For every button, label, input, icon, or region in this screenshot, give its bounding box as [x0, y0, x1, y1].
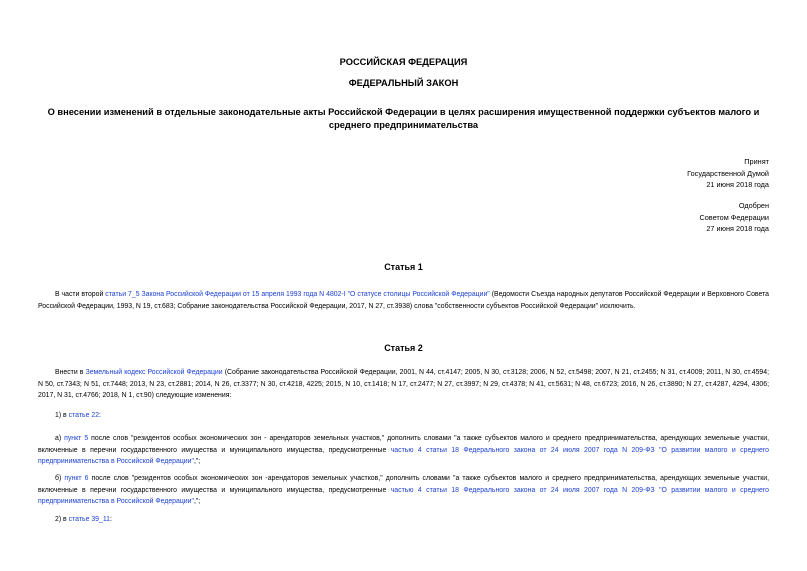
text-fragment: : [109, 516, 112, 523]
land-code-link[interactable]: Земельный кодекс Российской Федерации [85, 369, 223, 376]
text-fragment: Внести в [55, 369, 86, 376]
approval-date: 27 июня 2018 года [706, 224, 769, 233]
text-fragment: : [99, 412, 101, 419]
text-fragment: ,"; [193, 498, 201, 506]
point-6-link[interactable]: пункт 6 [64, 475, 89, 482]
adoption-line: Принят [744, 157, 769, 166]
approval-line: Одобрен [738, 201, 769, 210]
law-209-link[interactable]: частью 4 статьи 18 Федерального закона от 24 июля 2007 года N 209-ФЗ "О развитии малого и среднего предпринимательства в Российской Федерации" [38, 446, 769, 466]
country-heading: РОССИЙСКАЯ ФЕДЕРАЦИЯ [339, 57, 468, 67]
item-1a [38, 433, 769, 468]
text-fragment: после слов "резидентов особых экономических зон -арендаторов земельных участков," дополнить словами "а также субъектов малого и среднего предпринимательства, арендующих земельные участки, включенные в перечни государственного имущества и муниципального имущества, предусмотренные [38, 475, 769, 494]
adoption-line: Государственной Думой [687, 168, 769, 178]
law-link[interactable]: статьи 7_5 Закона Российской Федерации от 15 апреля 1993 года N 4802-I "О статусе столицы Российской Федерации" [105, 291, 490, 298]
law-209-link[interactable]: частью 4 статьи 18 Федерального закона от 24 июля 2007 года N 209-ФЗ "О развитии малого и среднего предпринимательства в Российской Федерации" [38, 486, 769, 506]
text-fragment: (Собрание законодательства Российской Федерации, 2001, N 44, ст.4147; 2005, N 30, ст.3128; 2006, N 52, ст.5498; 2007, N 21, ст.2455; N 31, ст.4009; 2011, N 30, ст.4594; N 50, ст.7343; N 51, ст.7448; 2013, N 23, ст.2881; 2014, N 26, ст.3377; N 30, ст.4218, 4225; 2015, N 10, ст.1418; N 17, ст.2477; N 27, ст.3997; N 29, ст.4378; N 41, ст.5631; N 48, ст.6723; 2016, N 26, ст.3890; N 27, ст.4287, 4294, 4306; 2017, N 31, ст.4766; 2018, N 1, ст.90) следующие изменения: [38, 369, 769, 400]
text-fragment: 1) в [55, 412, 69, 419]
article-39-11-link[interactable]: статье 39_11 [68, 516, 110, 523]
article-22-link[interactable]: статье 22 [68, 412, 99, 419]
text-fragment: 2) в [55, 516, 69, 523]
adoption-block [687, 156, 769, 191]
text-fragment: б) [55, 475, 65, 482]
text-fragment: а) [55, 435, 65, 442]
article-1-heading: Статья 1 [384, 262, 423, 272]
approval-line: Советом Федерации [699, 212, 769, 222]
law-title: О внесении изменений в отдельные законодательные акты Российской Федерации в целях расширения имущественной поддержки субъектов малого и среднего предпринимательства [47, 107, 760, 130]
item-1 [38, 410, 769, 422]
text-fragment: В части второй [55, 291, 106, 298]
text-fragment: (Ведомости Съезда народных депутатов Российской Федерации и Верховного Совета Российской Федерации, 1993, N 19, ст.683; Собрание законодательства Российской Федерации, 2017, N 27, ст.3938) слова "собственности субъектов Российской Федерации" исключить. [38, 291, 769, 310]
item-1b [38, 473, 769, 508]
article-2-intro [38, 367, 769, 402]
point-5-link[interactable]: пункт 5 [64, 435, 89, 442]
law-type-heading: ФЕДЕРАЛЬНЫЙ ЗАКОН [348, 78, 459, 88]
article-2-heading: Статья 2 [384, 343, 423, 353]
approval-block [699, 200, 769, 235]
article-1-paragraph [38, 289, 769, 312]
text-fragment: ,"; [193, 458, 201, 466]
text-fragment: после слов "резидентов особых экономических зон - арендаторов земельных участков," дополнить словами "а также субъектов малого и среднего предпринимательства, арендующих земельные участки, включенные в перечни государственного имущества и муниципального имущества, предусмотренные [38, 435, 769, 454]
adoption-date: 21 июня 2018 года [706, 180, 769, 189]
item-2 [38, 514, 769, 526]
